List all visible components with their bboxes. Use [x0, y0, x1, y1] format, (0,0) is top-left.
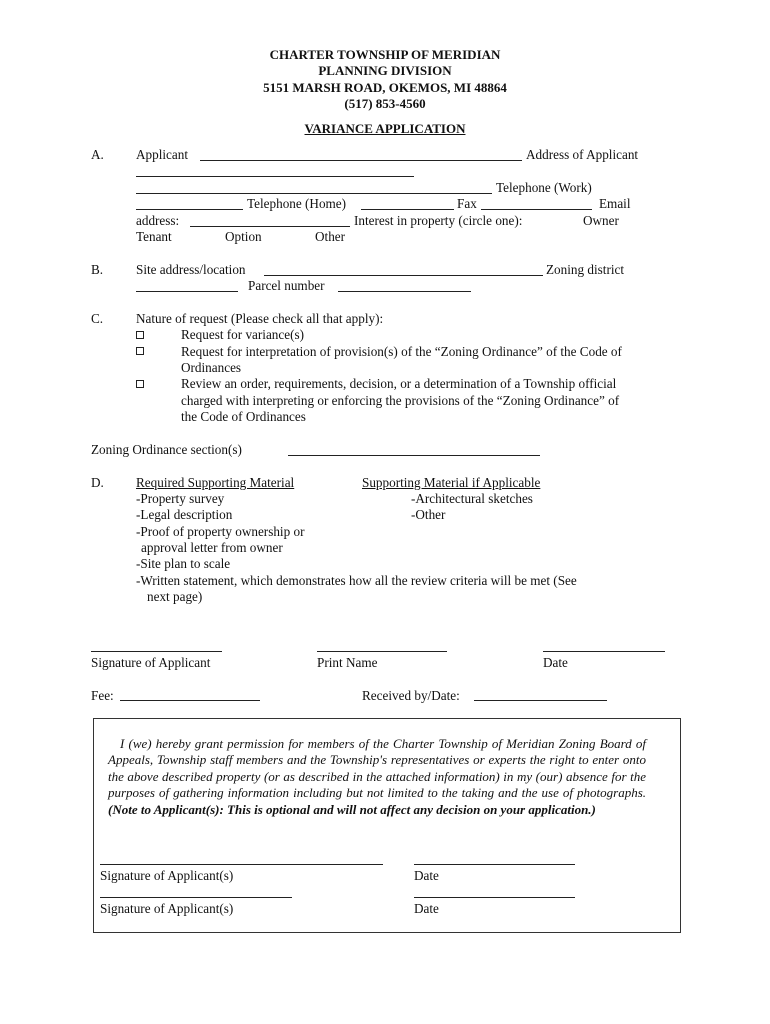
interest-tenant[interactable]: Tenant: [136, 229, 172, 244]
applicable-material-title: Supporting Material if Applicable: [362, 475, 541, 490]
telephone-home-label: Telephone (Home): [247, 196, 347, 211]
applicable-other: -Other: [411, 507, 446, 522]
fee-label: Fee:: [91, 688, 114, 703]
permission-text: I (we) hereby grant permission for members of the Charter Township of Meridian Zoning Board of Appeals, Township staff members and the Township's representatives or experts the right to enter onto the above described property (or as described in the attached information) in my (our) absence for the purposes of gathering information including but not limited to the taking and the use of photographs.: [108, 736, 646, 801]
form-title: VARIANCE APPLICATION: [304, 121, 466, 136]
parcel-number-field[interactable]: [338, 291, 471, 292]
required-material-title: Required Supporting Material: [136, 475, 295, 490]
applicant-address-field-2[interactable]: [136, 193, 492, 194]
org-name: CHARTER TOWNSHIP OF MERIDIAN: [269, 47, 501, 62]
review-option-label-3: the Code of Ordinances: [181, 409, 306, 424]
permission-paragraph: [108, 736, 646, 818]
interpretation-checkbox[interactable]: [136, 347, 144, 355]
received-by-label: Received by/Date:: [362, 688, 460, 703]
date-field[interactable]: [543, 651, 665, 652]
interest-owner[interactable]: Owner: [583, 213, 619, 228]
telephone-work-field[interactable]: [136, 209, 243, 210]
required-written-statement-2: next page): [147, 589, 203, 604]
telephone-work-label: Telephone (Work): [496, 180, 592, 195]
interpretation-option-label-2: Ordinances: [181, 360, 242, 375]
review-checkbox[interactable]: [136, 380, 144, 388]
print-name-field[interactable]: [317, 651, 447, 652]
site-address-label: Site address/location: [136, 262, 246, 277]
permission-date-label-2: Date: [414, 901, 439, 916]
section-a-letter: A.: [91, 147, 104, 162]
permission-date-field-2[interactable]: [414, 897, 575, 898]
site-address-field[interactable]: [264, 275, 543, 276]
fax-label: Fax: [457, 196, 477, 211]
applicant-address-field[interactable]: [136, 176, 414, 177]
permission-signature-label-1: Signature of Applicant(s): [100, 868, 234, 883]
applicant-field[interactable]: [200, 160, 522, 161]
permission-date-field-1[interactable]: [414, 864, 575, 865]
org-address: 5151 MARSH ROAD, OKEMOS, MI 48864: [263, 80, 507, 95]
parcel-number-label: Parcel number: [248, 278, 325, 293]
nature-of-request-label: Nature of request (Please check all that apply):: [136, 311, 384, 326]
variance-checkbox[interactable]: [136, 331, 144, 339]
permission-signature-field-1[interactable]: [100, 864, 383, 865]
zoning-district-label: Zoning district: [546, 262, 625, 277]
section-d-letter: D.: [91, 475, 104, 490]
required-legal-description: -Legal description: [136, 507, 233, 522]
print-name-label: Print Name: [317, 655, 378, 670]
required-property-survey: -Property survey: [136, 491, 225, 506]
required-site-plan: -Site plan to scale: [136, 556, 231, 571]
zoning-section-field[interactable]: [288, 455, 540, 456]
fee-field[interactable]: [120, 700, 260, 701]
permission-signature-field-2[interactable]: [100, 897, 292, 898]
required-proof-ownership: -Proof of property ownership or: [136, 524, 305, 539]
applicable-architectural-sketches: -Architectural sketches: [411, 491, 533, 506]
section-c-letter: C.: [91, 311, 104, 326]
zoning-district-field[interactable]: [136, 291, 238, 292]
email-address-label: address:: [136, 213, 180, 228]
fax-field[interactable]: [481, 209, 592, 210]
interest-other[interactable]: Other: [315, 229, 346, 244]
org-phone: (517) 853-4560: [344, 96, 426, 111]
permission-signature-label-2: Signature of Applicant(s): [100, 901, 234, 916]
required-written-statement: -Written statement, which demonstrates how all the review criteria will be met (See: [136, 573, 577, 588]
date-label: Date: [543, 655, 568, 670]
interest-option[interactable]: Option: [225, 229, 262, 244]
interest-label: Interest in property (circle one):: [354, 213, 523, 228]
permission-date-label-1: Date: [414, 868, 439, 883]
interpretation-option-label: Request for interpretation of provision(s) of the “Zoning Ordinance” of the Code of: [181, 344, 622, 359]
review-option-label: Review an order, requirements, decision, or a determination of a Township official: [181, 376, 617, 391]
review-option-label-2: charged with interpreting or enforcing the provisions of the “Zoning Ordinance” of: [181, 393, 620, 408]
permission-note: (Note to Applicant(s): This is optional and will not affect any decision on your application.): [108, 801, 596, 817]
variance-option-label: Request for variance(s): [181, 327, 305, 342]
email-label: Email: [599, 196, 631, 211]
email-address-field[interactable]: [190, 226, 350, 227]
received-by-field[interactable]: [474, 700, 607, 701]
division-name: PLANNING DIVISION: [318, 63, 452, 78]
address-of-applicant-label: Address of Applicant: [526, 147, 639, 162]
signature-applicant-label: Signature of Applicant: [91, 655, 211, 670]
telephone-home-field[interactable]: [361, 209, 454, 210]
applicant-label: Applicant: [136, 147, 189, 162]
zoning-section-label: Zoning Ordinance section(s): [91, 442, 242, 457]
required-proof-ownership-2: approval letter from owner: [141, 540, 283, 555]
section-b-letter: B.: [91, 262, 104, 277]
signature-applicant-field[interactable]: [91, 651, 222, 652]
